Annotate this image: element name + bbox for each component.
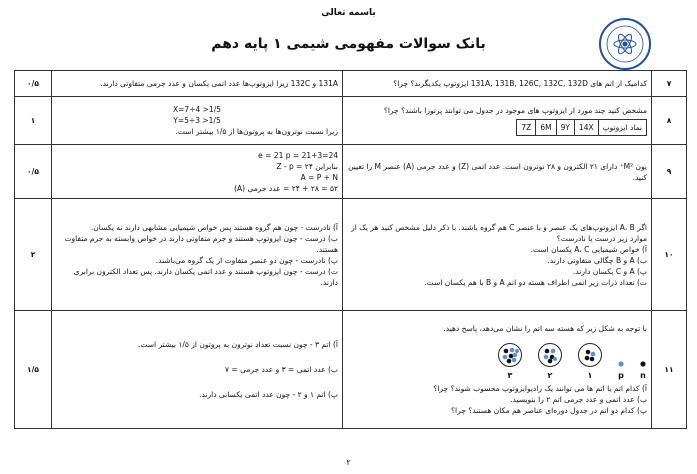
question-text	[343, 199, 652, 311]
answer-text	[52, 311, 343, 429]
question-text: یون M²⁺ دارای ۲۱ الکترون و ۲۸ نوترون است. عدد اتمی (Z) و عدد جرمی (A) عنصر M را تعیین کنید.	[343, 145, 652, 199]
question-line: اگر A، B ایزوتوپ‌های یک عنصر و با عنصر C هم گروه باشند. با ذکر دلیل مشخص کنید هر یک از موارد زیر درست یا نادرست؟	[351, 222, 647, 243]
question-line: آ) خواص شیمیایی A، C یکسان است.	[530, 244, 647, 254]
nuclei-figure	[347, 342, 647, 381]
score: ۱/۵	[15, 311, 52, 429]
legend-label: n	[640, 371, 646, 380]
answer-text	[52, 145, 343, 199]
table-row	[15, 145, 687, 199]
page-title: بانک سوالات مفهومی شیمی ۱ پایه دهم	[211, 36, 486, 52]
answer-line: زیرا نسبت نوترون‌ها به پروتون‌ها از ۱/۵ بیشتر است.	[175, 127, 338, 136]
answer-line: X=7÷4 >1/5	[173, 105, 221, 114]
answer-text	[52, 199, 343, 311]
answer-line: A = P + N	[300, 172, 338, 182]
answer-line: پ) نادرست - چون دو عنصر متفاوت از یک گروه می‌باشند.	[155, 255, 338, 265]
answer-line: پ) اتم ۱ و ۲ - چون عدد اتمی یکسانی دارند.	[199, 390, 338, 399]
question-line: پ) کدام دو اتم در جدول دوره‌ای عناصر هم مکان هستند؟ چرا؟	[451, 406, 647, 415]
question-number: ۷	[652, 71, 687, 97]
answer-line: ب) عدد اتمی = ۳ و عدد جرمی = ۷	[224, 365, 338, 374]
question-text	[343, 97, 652, 145]
answer-text: 131A و 132C زیرا ایزوتوپ‌ها عدد اتمی یکسان و عدد جرمی متفاوتی دارند.	[52, 71, 343, 97]
answer-line: آ) نادرست - چون هم گروه هستند پس خواص شیمیایی مشابهی دارند نه یکسان.	[90, 222, 338, 232]
score: ۱	[15, 97, 52, 145]
isotope-table-header: نماد ایزوتوپ	[598, 120, 646, 136]
question-text	[343, 311, 652, 429]
atom-label: ۳	[507, 371, 513, 380]
isotope-cell: 7Z	[517, 120, 536, 136]
answer-text	[52, 97, 343, 145]
header-basmala: باسمه تعالی	[321, 8, 376, 18]
school-logo-icon	[597, 16, 653, 72]
question-line: ب) A و B چگالی متفاوتی دارند.	[547, 255, 647, 265]
atom-label: ۲	[547, 371, 553, 380]
isotope-table	[516, 119, 647, 136]
neutron-legend	[639, 360, 647, 381]
question-number: ۹	[652, 145, 687, 199]
question-line: پ) A و C یکسان دارند.	[572, 266, 647, 276]
proton-legend	[617, 360, 625, 381]
question-text: کدامیک از اتم های 131A, 131B, 126C, 132C, 132D ایزوتوپ یکدیگرند؟ چرا؟	[343, 71, 652, 97]
atom-1	[577, 342, 603, 381]
isotope-cell: 9Y	[556, 120, 574, 136]
answer-line: e = 21 p = 21+3=24	[258, 150, 338, 160]
atom-label: ۱	[587, 371, 593, 380]
table-row	[15, 97, 687, 145]
table-row	[15, 311, 687, 429]
question-number: ۸	[652, 97, 687, 145]
answer-line: بنابراین ۲۴ = Z - p	[276, 161, 338, 171]
isotope-cell: 14X	[574, 120, 598, 136]
question-number: ۱۰	[652, 199, 687, 311]
table-row	[15, 71, 687, 97]
page-number: ۲	[346, 458, 351, 467]
answer-line: ب) درست - چون ایزوتوپ هستند و جرم متفاوتی دارند در خواص وابسته به جرم متفاوت هستند.	[64, 233, 338, 254]
question-line: با توجه به شکل زیر که هسته سه اتم را نشان می‌دهد، پاسخ دهید.	[443, 324, 647, 333]
score: ۰/۵	[15, 145, 52, 199]
score: ۲	[15, 199, 52, 311]
answer-line: ت) درست - چون ایزوتوپ هستند و عدد اتمی یکسان دارند. پس تعداد الکترون برابری دارند.	[73, 266, 338, 287]
question-line: مشخص کنید چند مورد از ایزوتوپ های موجود در جدول می توانند پرتوزا باشند؟ چرا؟	[383, 106, 647, 115]
atom-2	[537, 342, 563, 381]
table-row	[15, 199, 687, 311]
question-number: ۱۱	[652, 311, 687, 429]
question-line: ت) تعداد ذرات زیر اتمی اطراف هسته دو اتم A و B با هم یکسان است.	[424, 277, 647, 287]
question-line: آ) کدام اتم یا اتم ها می توانند یک رادیوایزوتوپ محسوب شوند؟ چرا؟	[433, 384, 647, 393]
question-line: ب) عدد اتمی و عدد جرمی اتم ۲ را بنویسید.	[510, 395, 647, 404]
atom-3	[497, 342, 523, 381]
answer-line: آ) اتم ۳ - چون نسبت تعداد نوترون به پروتون از ۱/۵ بیشتر است.	[137, 340, 338, 349]
legend-label: p	[618, 371, 624, 380]
questions-table	[14, 70, 687, 429]
answer-line: ۵۲ = ۲۸ + ۲۴ = عدد جرمی (A)	[234, 183, 338, 193]
score: ۰/۵	[15, 71, 52, 97]
answer-line: Y=5÷3 >1/5	[173, 116, 221, 125]
isotope-cell: 6M	[536, 120, 556, 136]
